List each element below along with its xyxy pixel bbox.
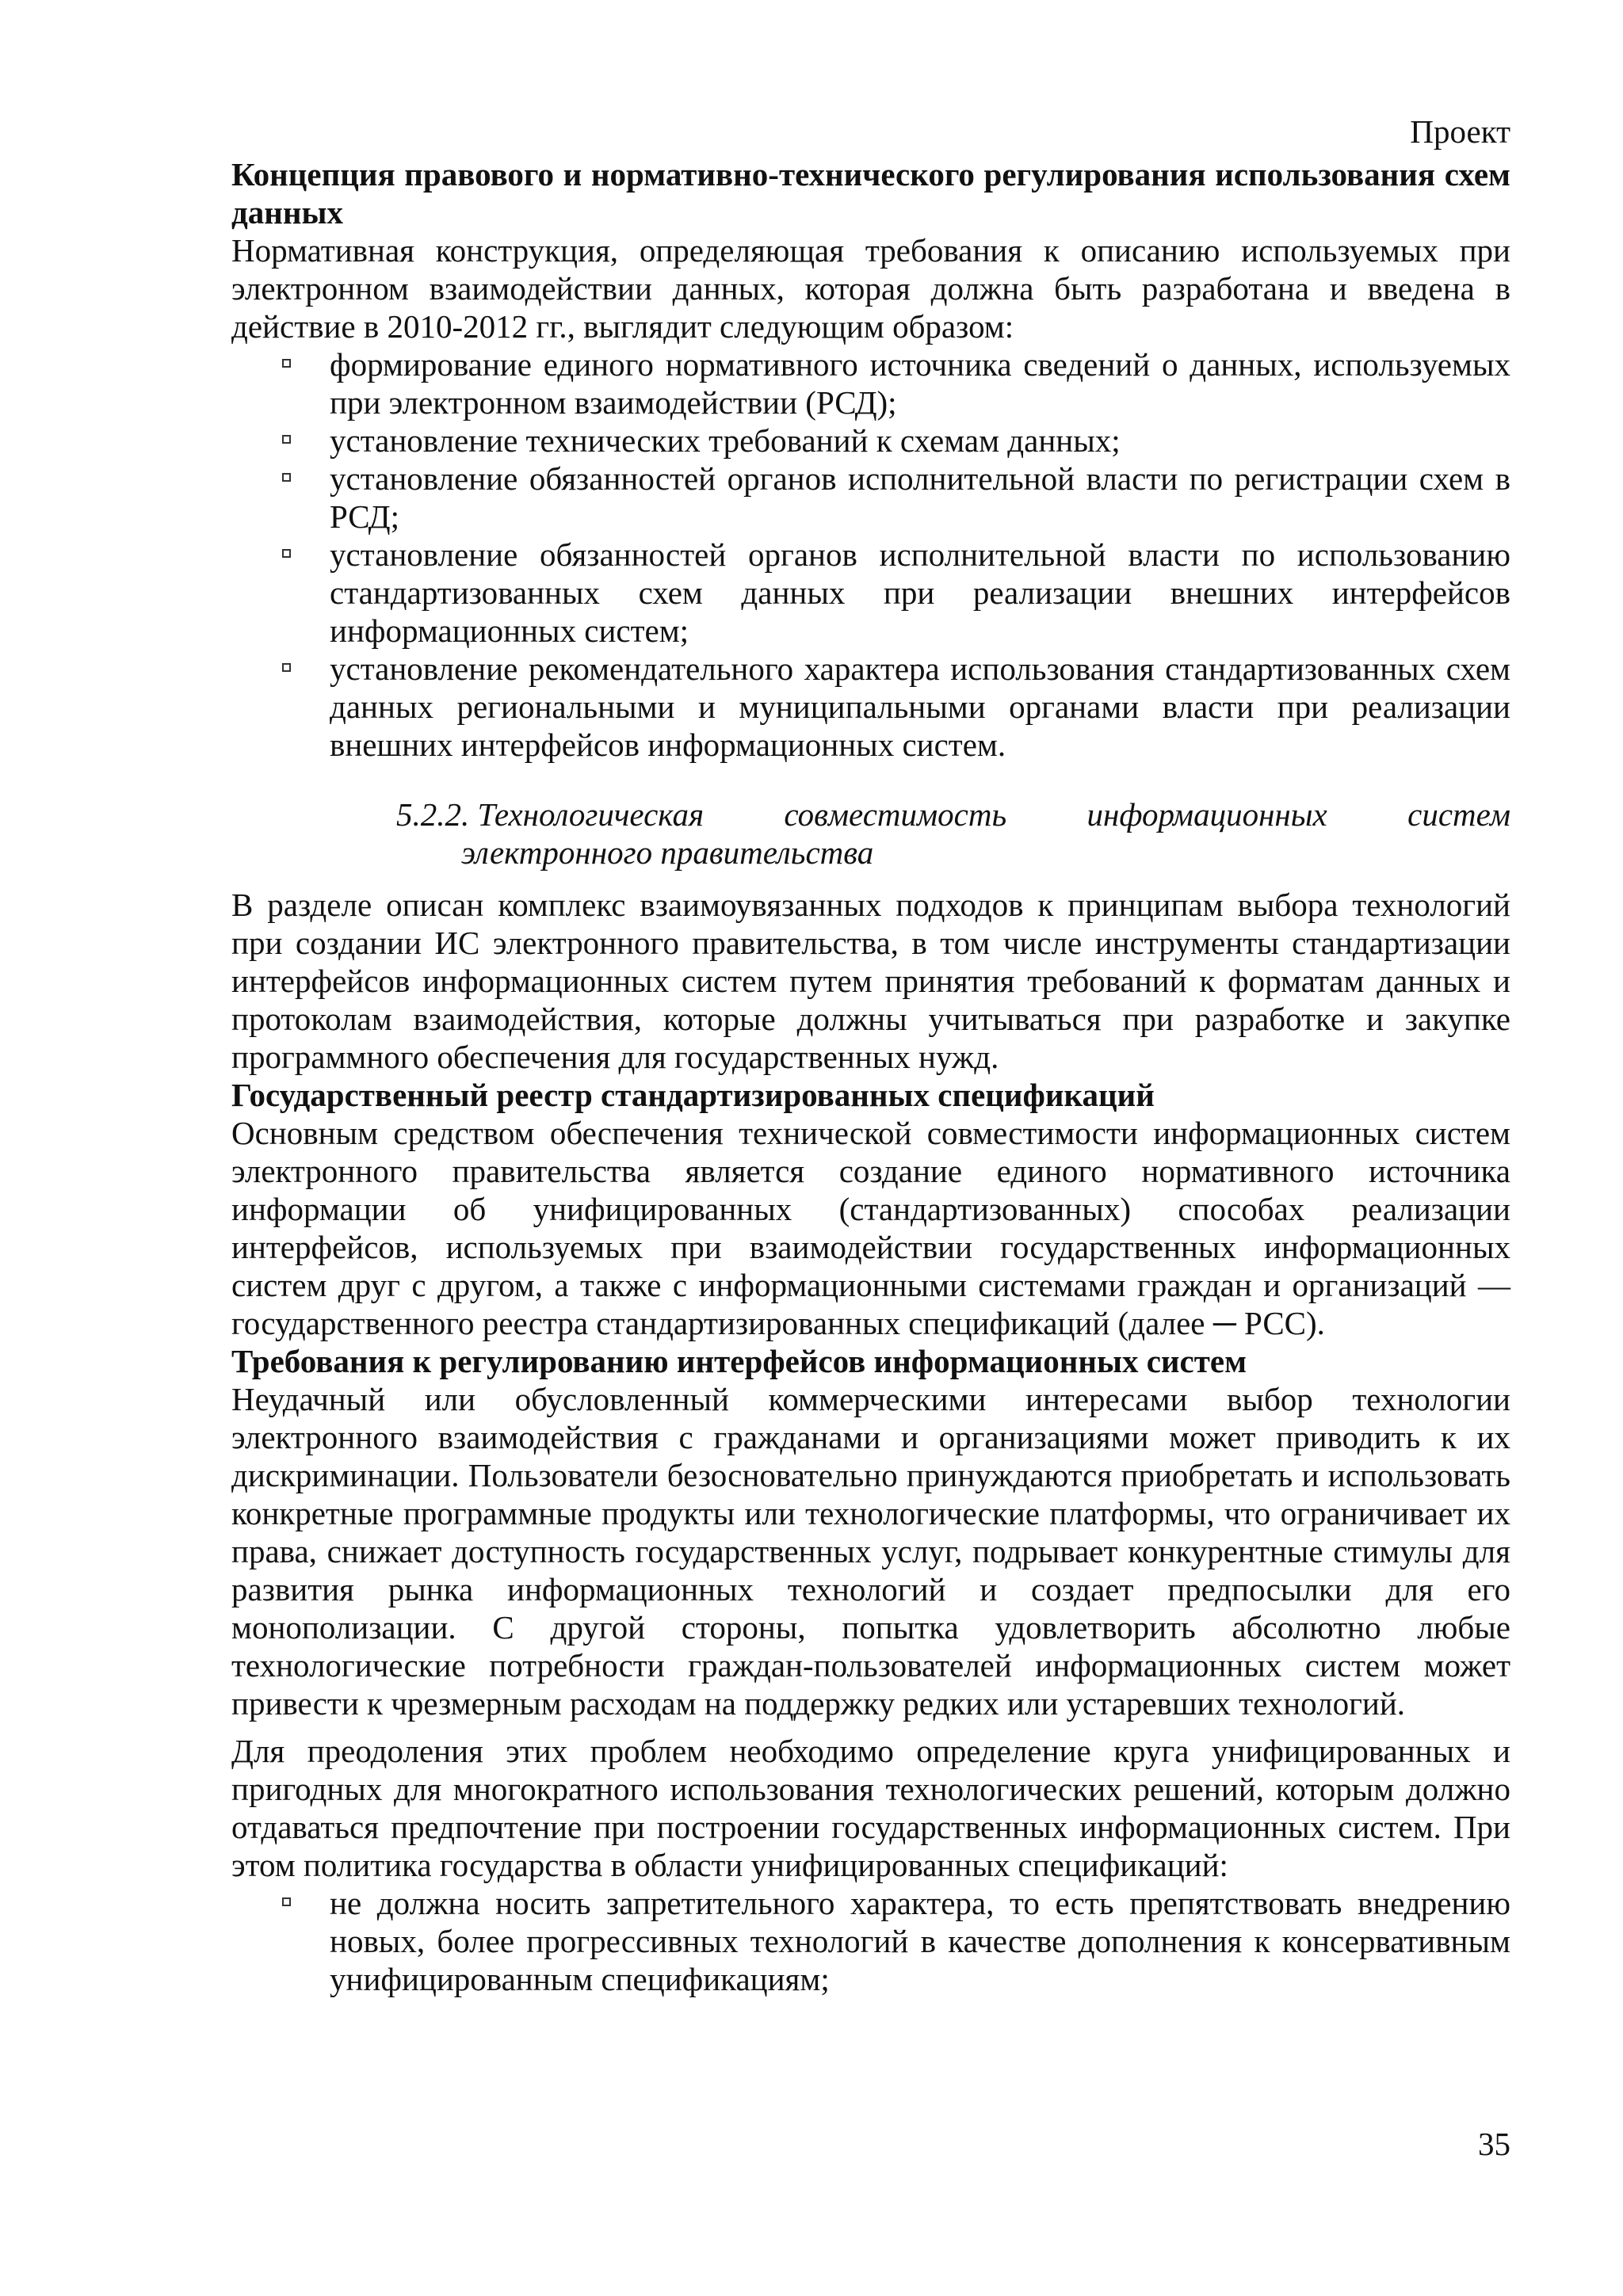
list-item-text: установление обязанностей органов исполнительной власти по использованию стандартизованных схем данных при реализации внешних интерфейсов информационных систем; <box>330 536 1510 649</box>
square-bullet-icon <box>282 435 291 444</box>
subsection-number: 5.2.2. <box>396 796 470 833</box>
list-item <box>330 345 1510 421</box>
list-item-text: не должна носить запретительного характера, то есть препятствовать внедрению новых, более прогрессивных технологий в качестве дополнения к консервативным унифицированным спецификациям; <box>330 1885 1510 1997</box>
list-item-text: установление технических требований к схемам данных; <box>330 422 1121 459</box>
square-bullet-icon <box>282 359 291 368</box>
subsection-title-word: совместимость <box>784 796 1007 833</box>
paragraph-normative-construction: Нормативная конструкция, определяющая требования к описанию используемых при электронном взаимодействии данных, которая должна быть разработана и введена в действие в 2010-2012 гг., выглядит следующим образом: <box>231 232 1510 345</box>
list-item <box>330 650 1510 764</box>
section-heading-state-registry: Государственный реестр стандартизированных спецификаций <box>231 1077 1155 1113</box>
bullet-list-policy <box>231 1884 1510 1998</box>
section-heading-interface-requirements: Требования к регулированию интерфейсов информационных систем <box>231 1343 1247 1379</box>
page-number: 35 <box>1478 2126 1510 2162</box>
bullet-list-regulation-measures <box>231 345 1510 764</box>
subsection-heading-line-1 <box>396 795 1510 833</box>
subsection-heading-word <box>396 795 704 833</box>
subsection-title-word: систем <box>1407 796 1510 833</box>
paragraph-technology-approaches: В разделе описан комплекс взаимоувязанных подходов к принципам выбора технологий при создании ИС электронного правительства, в том числе инструменты стандартизации интерфейсов информационных систем путем принятия требований к форматам данных и протоколам взаимодействия, которые должны учитываться при разработке и закупке программного обеспечения для государственных нужд. <box>231 887 1510 1075</box>
paragraph-state-registry: Основным средством обеспечения технической совместимости информационных систем электронного правительства является создание единого нормативного источника информации об унифицированных (стандартизованных) способах реализации интерфейсов, используемых при взаимодействии государственных информационных систем друг с другом, а также с информационными системами граждан и организаций — государственного реестра стандартизированных спецификаций (далее ─ РСС). <box>231 1115 1510 1341</box>
paragraph-unified-solutions: Для преодоления этих проблем необходимо определение круга унифицированных и пригодных для многократного использования технологических решений, которым должно отдаваться предпочтение при построении государственных информационных систем. При этом политика государства в области унифицированных спецификаций: <box>231 1733 1510 1883</box>
list-item <box>330 460 1510 536</box>
square-bullet-icon <box>282 473 291 482</box>
page-content <box>231 155 1510 1998</box>
list-item-text: установление рекомендательного характера использования стандартизованных схем данных региональными и муниципальными органами власти при реализации внешних интерфейсов информационных систем. <box>330 650 1510 763</box>
subsection-title-word: информационных <box>1086 796 1327 833</box>
list-item <box>330 1884 1510 1998</box>
subsection-title-word: Технологическая <box>477 796 704 833</box>
square-bullet-icon <box>282 663 291 672</box>
square-bullet-icon <box>282 549 291 558</box>
draft-label: Проект <box>1410 113 1510 150</box>
list-item <box>330 421 1510 460</box>
subsection-heading-technological-compatibility <box>231 795 1510 871</box>
list-item-text: установление обязанностей органов исполнительной власти по регистрации схем в РСД; <box>330 460 1510 535</box>
list-item-text: формирование единого нормативного источника сведений о данных, используемых при электронном взаимодействии (РСД); <box>330 346 1510 421</box>
square-bullet-icon <box>282 1897 291 1906</box>
section-heading-schema-regulation: Концепция правового и нормативно-технического регулирования использования схем данных <box>231 156 1510 231</box>
subsection-heading-line-2: электронного правительства <box>461 834 874 871</box>
list-item <box>330 536 1510 650</box>
paragraph-technology-choice: Неудачный или обусловленный коммерческими интересами выбор технологии электронного взаимодействия с гражданами и организациями может приводить к их дискриминации. Пользователи безосновательно принуждаются приобретать и использовать конкретные программные продукты или технологические платформы, что ограничивает их права, снижает доступность государственных услуг, подрывает конкурентные стимулы для развития рынка информационных технологий и создает предпосылки для его монополизации. С другой стороны, попытка удовлетворить абсолютно любые технологические потребности граждан-пользователей информационных систем может привести к чрезмерным расходам на поддержку редких или устаревших технологий. <box>231 1381 1510 1722</box>
